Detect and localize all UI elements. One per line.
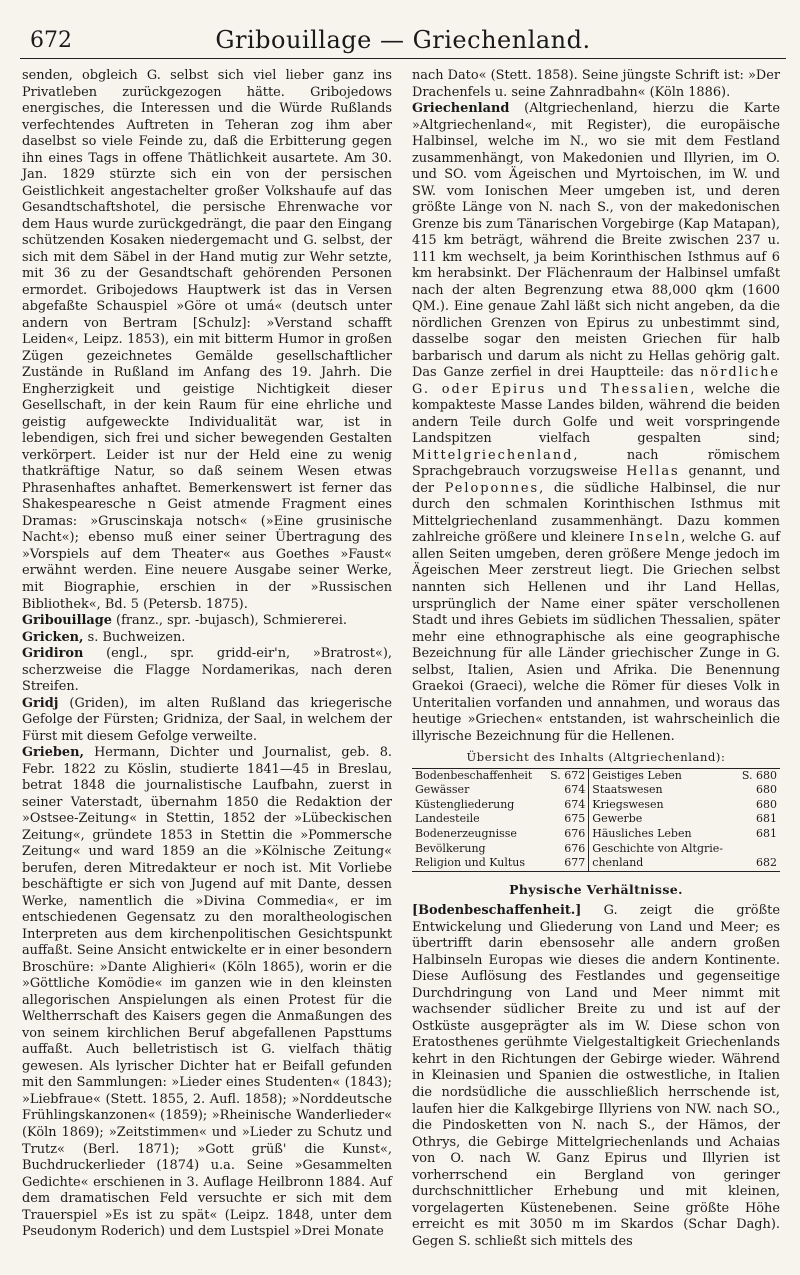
- toc-page: 674: [544, 798, 589, 813]
- toc-page: 675: [544, 812, 589, 827]
- toc-page: 681: [756, 812, 777, 826]
- toc-label: Geschichte von Altgrie-: [592, 841, 724, 855]
- spaced-term: nördliche G. oder Epirus und Thessalien: [412, 365, 780, 397]
- entry-text: (franz., spr. -bujasch), Schmiererei.: [111, 613, 347, 629]
- spaced-term: Mittelgriechenland: [412, 447, 574, 463]
- toc-label: chenland: [592, 856, 644, 870]
- toc-row: [412, 856, 780, 871]
- headword: Gribouillage: [22, 613, 112, 629]
- toc-row: [412, 842, 780, 857]
- toc-page: 676: [544, 842, 589, 857]
- toc-page: 681: [756, 827, 777, 841]
- entry-gribouillage: [22, 613, 392, 630]
- entry-text: genannt, und der: [412, 464, 780, 496]
- toc-label: Bevölkerung: [415, 841, 486, 855]
- entry-text: , welche G. auf allen Seiten umgeben, deren größere Menge jedoch im Ägeischen Meer zerstreut liegt. Die Griechen selbst nannten sich Hellenen und ihr Land Hellas, ursprünglich der Name einer später verschollenen Stadt und ihres Gebiets im südlichen Thessalien, später mehr eine ethnographische als eine geographische Bezeichnung für alle Länder griechischer Zunge in G. selbst, Italien, Asien und Afrika. Die Benennung Graekoi (Graeci), welche die Römer für dieses Volk in Unteritalien vorfanden und annahmen, und woraus das heutige »Griechen« entstanden, ist wahrscheinlich die illyrische Bezeichnung für die Hellenen.: [412, 530, 780, 744]
- contents-table: [412, 768, 780, 872]
- toc-label: Kriegswesen: [592, 797, 664, 811]
- toc-page: 682: [756, 856, 777, 870]
- toc-label: Gewerbe: [592, 812, 643, 826]
- toc-label: Staatswesen: [592, 783, 663, 797]
- toc-label: Geistiges Leben: [592, 768, 682, 782]
- entry-gridiron: [22, 646, 392, 696]
- toc-row: [412, 798, 780, 813]
- spaced-term: Hellas: [626, 464, 680, 480]
- entry-grieben: [22, 745, 392, 1240]
- toc-row: [412, 812, 780, 827]
- toc-label: Häusliches Leben: [592, 827, 692, 841]
- headword: Griechenland: [412, 101, 510, 117]
- right-column: [412, 68, 780, 1250]
- spaced-term: Inseln: [629, 530, 682, 546]
- entry-text: , die südliche Halbinsel, die nur durch den schmalen Korinthischen Isthmus mit Mittelgriechenland zusammenhängt. Dazu kommen zahlreiche größere und kleinere: [412, 480, 780, 546]
- headword: Gridj: [22, 695, 59, 711]
- toc-label: Gewässer: [415, 783, 470, 797]
- toc-page: 677: [544, 856, 589, 871]
- toc-page: 674: [544, 783, 589, 798]
- toc-page: 680: [756, 783, 777, 797]
- toc-label: Küstengliederung: [415, 797, 515, 811]
- toc-label: Religion und Kultus: [415, 856, 526, 870]
- toc-row: [412, 827, 780, 842]
- gribojedow-continuation: senden, obgleich G. selbst sich viel lieber ganz ins Privatleben zurückgezogen hätte. Gribojedows energisches, die Interessen und die Würde Rußlands verfechtendes Auftreten in Teheran zog ihm aber daselbst so viele Feinde zu, daß die Erbitterung gegen ihn eines Tags in offene Thätlichkeit ausartete. Am 30. Jan. 1829 stürzte sich ein von der persischen Geistlichkeit angestachelter großer Volkshaufe auf das Gesandtschaftshotel, die persische Ehrenwache vor dem Haus wurde zurückgedrängt, die paar den Eingang schützenden Kosaken niedergemacht und G. selbst, der sich mit dem Säbel in der Hand mutig zur Wehr setzte, mit 36 zu der Gesandtschaft gehörenden Personen ermordet. Gribojedows Hauptwerk ist das in Versen abgefaßte Schauspiel »Göre ot umá« (deutsch unter andern von Bertram [Schulz]: »Verstand schafft Leiden«, Leipz. 1853), ein mit bitterm Humor in großen Zügen gezeichnetes Gemälde gesellschaftlicher Zustände in Rußland im Anfang des 19. Jahrh. Die Engherzigkeit und geistige Nichtigkeit dieser Gesellschaft, in der kein Raum für eine ehrliche und geistig aufgeweckte Individualität war, ist in lebendigen, sich frei und sicher bewegenden Gestalten verkörpert. Leider ist nur der Held eine zu wenig thatkräftige Natur, so daß seinem Wesen etwas Phrasenhaftes anhaftet. Bemerkenswert ist ferner das Shakespearesche n Geist atmende Fragment eines Dramas: »Gruscinskaja notsch« (»Eine grusinische Nacht«); ebenso muß einer seiner Übertragung des »Vorspiels auf dem Theater« aus Goethes »Faust« erwähnt werden. Eine neuere Ausgabe seiner Werke, mit Biographie, erschien in der »Russischen Bibliothek«, Bd. 5 (Petersb. 1875).: [22, 68, 392, 612]
- section-heading: Physische Verhältnisse.: [509, 881, 683, 897]
- toc-row: [412, 768, 780, 783]
- toc-page: S. 680: [741, 768, 777, 782]
- subheading: [Bodenbeschaffenheit.]: [412, 903, 582, 919]
- entry-text: (engl., spr. gridd-eir'n, »Bratrost«), scherzweise die Flagge Nordamerikas, nach deren Streifen.: [22, 646, 392, 695]
- entry-text: s. Buchweizen.: [83, 629, 186, 645]
- spaced-term: Peloponnes: [444, 480, 540, 496]
- toc-page: S. 672: [544, 768, 589, 783]
- left-column: [22, 68, 392, 1241]
- running-title: Gribouillage — Griechenland.: [215, 26, 591, 54]
- headword: Gricken,: [22, 629, 84, 645]
- headword: Gridiron: [22, 646, 84, 662]
- entry-text: G. zeigt die größte Entwickelung und Gliederung von Land und Meer; es übertrifft darin ebensosehr alle andern großen Halbinseln Europas wie dieses die andern Kontinente. Diese Auflösung des Festlandes und gegenseitige Durchdringung von Land und Meer nimmt mit wachsender südlicher Breite zu und ist auf der Ostküste ausgeprägter als im W. Diese schon von Eratosthenes gerühmte Vielgestaltigkeit Griechenlands kehrt in den Richtungen der Gebirge wieder. Während in Kleinasien und Spanien die ostwestliche, in Italien die nordsüdliche die ausschließlich herrschende ist, laufen hier die Kalkgebirge Illyriens von NW. nach SO., die Pindosketten von N. nach S., der Hämos, der Othrys, die Gebirge Mittelgriechenlands und Achaias von O. nach W. Ganz Epirus und Illyrien ist vorherrschend ein Bergland von geringer durchschnittlicher Erhebung und mit kleinen, vorgelagerten Küstenebenen. Seine größte Höhe erreicht es mit 3050 m im Skardos (Schar Dagh). Gegen S. schließt sich mittels des: [412, 903, 780, 1249]
- toc-row: [412, 783, 780, 798]
- entry-text: (Griden), im alten Rußland das kriegerische Gefolge der Fürsten; Gridniza, der Saal, in welchem der Fürst mit diesem Gefolge verweilte.: [22, 695, 392, 744]
- entry-text: , welche die kompakteste Masse Landes bilden, während die beiden andern Teile durch Golfe und weit vorspringende Landspitzen vielfach gespalten sind;: [412, 381, 780, 447]
- page-number: 672: [30, 28, 72, 53]
- toc-label: Bodenerzeugnisse: [415, 827, 517, 841]
- grieben-continuation: nach Dato« (Stett. 1858). Seine jüngste Schrift ist: »Der Drachenfels u. seine Zahnradbahn« (Köln 1886).: [412, 68, 780, 100]
- page-header: [20, 24, 786, 59]
- toc-page: 680: [756, 797, 777, 811]
- toc-page: 676: [544, 827, 589, 842]
- toc-label: Bodenbeschaffenheit: [415, 768, 533, 782]
- entry-gridj: [22, 696, 392, 746]
- entry-griechenland: [412, 101, 780, 745]
- entry-text: Hermann, Dichter und Journalist, geb. 8. Febr. 1822 zu Köslin, studierte 1841—45 in Breslau, betrat 1848 die journalistische Laufbahn, zuerst in seiner Vaterstadt, übernahm 1850 die Redaktion der »Ostsee-Zeitung« in Stettin, 1852 der »Lübeckischen Zeitung«, gründete 1853 in Stettin die »Pommersche Zeitung« und ward 1859 an die »Kölnische Zeitung« berufen, deren Mitredakteur er noch ist. Mit Vorliebe beschäftigte er sich von Jugend auf mit Dante, dessen Werke, namentlich die »Divina Commedia«, er im entschiedenen Gegensatz zu den moraltheologischen Interpreten aus dem kirchenpolitischen Gesichtspunkt auffaßt. Seine Ansicht entwickelte er in einer besondern Broschüre: »Dante Alighieri« (Köln 1865), worin er die »Göttliche Komödie« im ganzen wie in den kleinsten allegorischen Anspielungen als einen Protest für die Weltherrschaft des Kaisers gegen die Anmaßungen des von seinem kirchlichen Beruf abgefallenen Papsttums auffaßt. Auch belletristisch ist G. vielfach thätig gewesen. Als lyrischer Dichter hat er Beifall gefunden mit den Sammlungen: »Lieder eines Studenten« (1843); »Liebfraue« (Stett. 1855, 2. Aufl. 1858); »Norddeutsche Frühlingskanzonen« (1859); »Rheinische Wanderlieder« (Köln 1869); »Zeitstimmen« und »Lieder zu Schutz und Trutz« (Berl. 1871); »Gott grüß' die Kunst«, Buchdruckerlieder (1874) u.a. Seine »Gesammelten Gedichte« erschienen in 3. Auflage Heilbronn 1884. Auf dem dramatischen Feld versuchte er sich mit dem Trauerspiel »Es ist zu spät« (Leipz. 1848, unter dem Pseudonym Roderich) und dem Lustspiel »Drei Monate: [22, 745, 392, 1240]
- toc-title: Übersicht des Inhalts (Altgriechenland):: [466, 750, 726, 765]
- entry-text: (Altgriechenland, hierzu die Karte »Altgriechenland«, mit Register), die europäische Halbinsel, welche im N., wo sie mit dem Festland zusammenhängt, von Makedonien und Illyrien, im O. und SO. vom Ägeischen und Myrtoischen, im W. und SW. vom Ionischen Meer umgeben ist, und deren größte Länge von N. nach S., von der makedonischen Grenze bis zum Tänarischen Vorgebirge (Kap Matapan), 415 km beträgt, während die Breite zwischen 237 u. 111 km wechselt, ja beim Korinthischen Isthmus auf 6 km herabsinkt. Der Flächenraum der Halbinsel umfaßt nach der alten Begrenzung etwa 88,000 qkm (1600 QM.). Eine genaue Zahl läßt sich nicht angeben, da die nördlichen Grenzen von Epirus zu unbestimmt sind, dasselbe sogar den meisten Griechen für halb barbarisch und darum als nicht zu Hellas gehörig galt. Das Ganze zerfiel in drei Hauptteile: das: [412, 101, 781, 381]
- entry-bodenbeschaffenheit: [412, 903, 780, 1250]
- toc-label: Landesteile: [415, 812, 480, 826]
- entry-gricken: [22, 630, 392, 647]
- headword: Grieben,: [22, 745, 84, 761]
- toc-page: [736, 842, 780, 857]
- entry-text: , nach römischem Sprachgebrauch vorzugsweise: [412, 447, 780, 480]
